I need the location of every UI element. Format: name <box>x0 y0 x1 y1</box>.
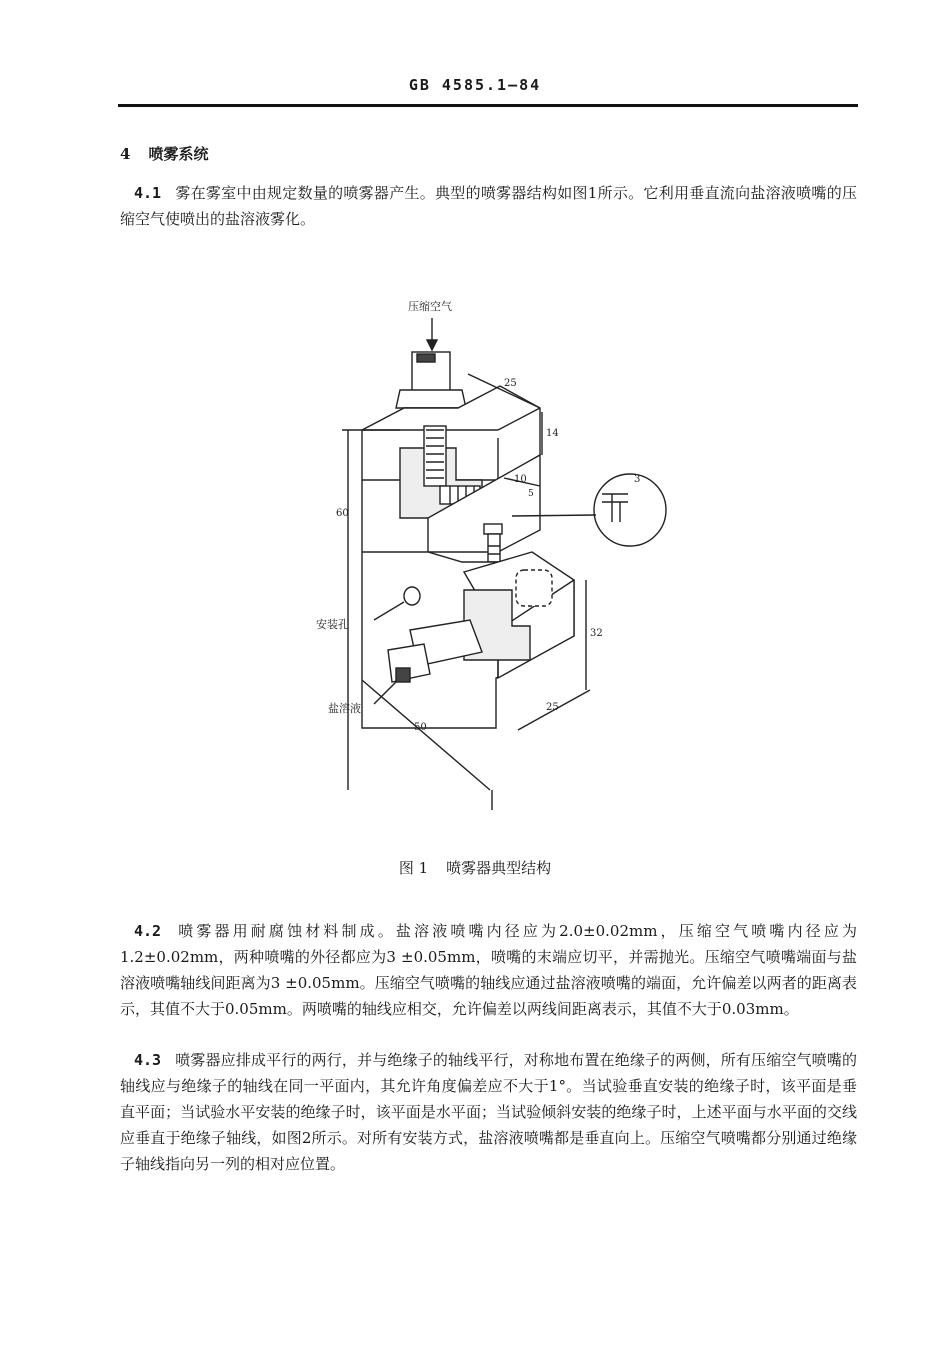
mounting-hole <box>404 587 420 605</box>
label-compressed-air: 压缩空气 <box>408 300 452 313</box>
paragraph-text: 雾在雾室中由规定数量的喷雾器产生。典型的喷雾器结构如图1所示。它利用垂直流向盐溶液喷嘴的压缩空气使喷出的盐溶液雾化。 <box>120 184 857 228</box>
detail-circle <box>594 474 666 546</box>
paragraph-text: 喷雾器用耐腐蚀材料制成。盐溶液喷嘴内径应为2.0±0.02mm，压缩空气喷嘴内径应为1.2±0.02mm，两种喷嘴的外径都应为3 ±0.05mm，喷嘴的末端应切平，并需抛光。压缩空气喷嘴端面与盐溶液喷嘴轴线间距离为3 ±0.05mm。压缩空气喷嘴的轴线应通过盐溶液喷嘴的端面，允许偏差以两者的距离表示，其值不大于0.05mm。两喷嘴的轴线应相交，允许偏差以两线间距离表示，其值不大于0.03mm。 <box>120 922 857 1018</box>
dim-label-32: 32 <box>590 628 603 639</box>
section-heading <box>120 143 208 164</box>
dim-label-10: 10 <box>514 474 527 485</box>
dim-label-50: 50 <box>414 722 427 733</box>
salt-fitting-cap <box>396 668 410 682</box>
figure-number: 图 1 <box>398 859 429 877</box>
air-inlet-arrowhead <box>427 340 437 350</box>
figure-caption <box>0 857 950 878</box>
air-fitting-cap <box>417 354 435 362</box>
dim-label-5: 5 <box>528 489 534 499</box>
figure-1-atomizer-diagram <box>300 290 680 810</box>
label-salt-solution: 盐溶液 <box>328 702 361 715</box>
atomizer-drawing <box>300 290 680 810</box>
label-mounting-hole: 安装孔 <box>316 618 349 631</box>
paragraph-text: 喷雾器应排成平行的两行，并与绝缘子的轴线平行，对称地布置在绝缘子的两侧，所有压缩空气喷嘴的轴线应与绝缘子的轴线在同一平面内，其允许角度偏差应不大于1°。当试验垂直安装的绝缘子时，该平面是垂直平面；当试验水平安装的绝缘子时，该平面是水平面；当试验倾斜安装的绝缘子时，上述平面与水平面的交线应垂直于绝缘子轴线，如图2所示。对所有安装方式，盐溶液喷嘴都是垂直向上。压缩空气喷嘴都分别通过绝缘子轴线指向另一列的相对应位置。 <box>120 1051 857 1173</box>
standard-code-header: GB 4585.1—84 <box>408 76 542 94</box>
paragraph-number: 4.1 <box>134 184 162 202</box>
air-channel <box>424 426 446 486</box>
detail-leader <box>512 515 596 516</box>
paragraph-4-3 <box>120 1047 857 1177</box>
paragraph-4-1 <box>120 180 857 232</box>
dim-label-3: 3 <box>634 474 641 485</box>
header-rule <box>118 104 858 107</box>
paragraph-number: 4.3 <box>134 1051 162 1069</box>
figure-title: 喷雾器典型结构 <box>446 859 552 877</box>
paragraph-number: 4.2 <box>134 922 162 940</box>
dim-label-14: 14 <box>546 428 559 439</box>
dim-label-25-top: 25 <box>504 378 517 389</box>
section-title: 喷雾系统 <box>148 145 209 163</box>
section-number: 4 <box>120 145 131 163</box>
dim-label-25-bottom: 25 <box>546 702 559 713</box>
air-hex-nut <box>396 390 466 408</box>
salt-nozzle-tip <box>484 524 502 534</box>
paragraph-4-2 <box>120 918 857 1022</box>
dim-label-60: 60 <box>336 508 349 519</box>
hidden-fitting <box>516 570 552 606</box>
